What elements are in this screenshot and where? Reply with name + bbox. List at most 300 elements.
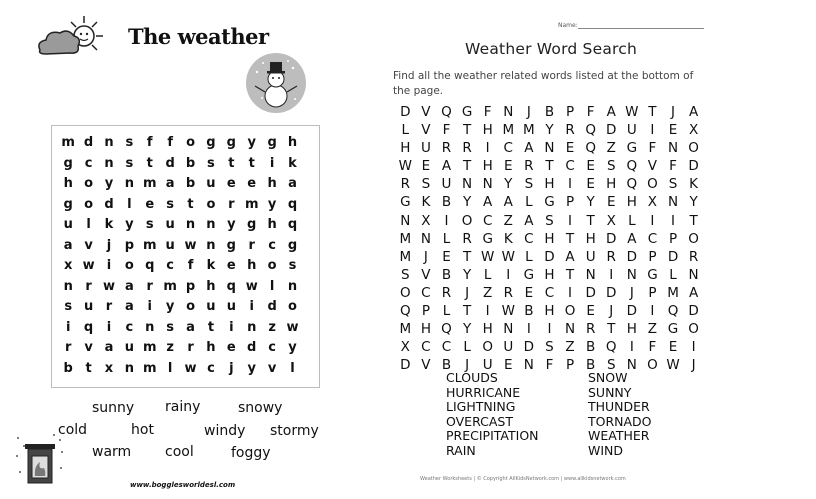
grid-letter: Q	[626, 158, 638, 175]
grid-letter: R	[441, 140, 452, 157]
grid-letter: U	[626, 122, 637, 139]
grid-letter: t	[187, 196, 194, 212]
left-worksheet	[0, 0, 360, 499]
grid-letter: s	[145, 217, 154, 232]
grid-letter: b	[63, 360, 73, 376]
grid-letter: M	[667, 284, 679, 301]
website-url: www.bogglesworldesl.com	[130, 481, 236, 489]
grid-letter: I	[444, 212, 449, 229]
grid-letter: X	[400, 339, 410, 356]
grid-letter: m	[142, 340, 157, 355]
grid-letter: P	[421, 303, 430, 320]
grid-letter: W	[480, 248, 495, 265]
grid-letter: R	[503, 284, 513, 301]
name-line	[578, 28, 704, 29]
grid-letter: r	[105, 299, 113, 314]
grid-letter: t	[207, 319, 215, 335]
grid-letter: t	[146, 155, 153, 171]
grid-letter: s	[288, 258, 297, 273]
grid-letter: W	[398, 158, 412, 175]
grid-letter: i	[106, 258, 112, 273]
grid-letter: N	[585, 266, 596, 283]
grid-letter: X	[647, 194, 658, 211]
grid-letter: n	[104, 135, 114, 150]
grid-letter: I	[485, 140, 490, 157]
grid-letter: i	[65, 319, 71, 335]
grid-letter: l	[290, 360, 295, 376]
grid-letter: D	[626, 303, 638, 320]
grid-letter: E	[504, 357, 513, 374]
grid-letter: u	[63, 217, 73, 232]
grid-letter: R	[462, 140, 472, 157]
grid-letter: Q	[667, 303, 679, 320]
grid-letter: N	[503, 321, 514, 338]
grid-letter: V	[421, 357, 431, 374]
grid-letter: k	[288, 155, 297, 171]
grid-letter: n	[124, 176, 134, 191]
grid-letter: N	[688, 266, 699, 283]
grid-letter: b	[185, 155, 196, 171]
grid-letter: e	[226, 258, 236, 273]
grid-letter: G	[626, 140, 638, 157]
grid-letter: I	[629, 339, 634, 356]
word-item: cool	[165, 444, 194, 460]
grid-letter: O	[647, 357, 658, 374]
grid-letter: s	[166, 196, 175, 212]
grid-letter: I	[691, 339, 696, 356]
grid-letter: C	[544, 284, 555, 301]
grid-letter: i	[269, 155, 275, 171]
grid-letter: R	[565, 122, 575, 139]
grid-letter: I	[650, 122, 655, 139]
grid-letter: O	[564, 303, 576, 320]
grid-letter: M	[399, 230, 412, 247]
grid-letter: d	[267, 299, 277, 314]
grid-letter: F	[545, 357, 554, 374]
word-item: snowy	[238, 400, 283, 416]
grid-letter: Z	[565, 339, 575, 356]
grid-letter: f	[187, 258, 194, 273]
grid-letter: P	[648, 284, 657, 301]
grid-letter: o	[288, 299, 297, 314]
grid-letter: X	[606, 212, 616, 229]
grid-letter: J	[691, 357, 696, 374]
grid-letter: g	[247, 217, 257, 232]
grid-letter: u	[83, 299, 94, 314]
name-label: Name:	[558, 22, 578, 29]
grid-letter: N	[503, 104, 514, 120]
grid-letter: S	[668, 176, 678, 193]
grid-letter: S	[545, 212, 554, 229]
grid-letter: K	[503, 230, 513, 247]
grid-letter: c	[268, 340, 276, 355]
grid-letter: E	[586, 176, 595, 193]
word-item: THUNDER	[588, 399, 650, 415]
grid-letter: E	[606, 194, 616, 211]
grid-letter: Q	[585, 140, 596, 157]
grid-letter: Q	[585, 122, 596, 139]
grid-letter: n	[206, 237, 216, 253]
grid-letter: A	[606, 104, 616, 120]
grid-letter: W	[666, 357, 680, 374]
grid-letter: h	[247, 258, 257, 273]
grid-letter: R	[400, 176, 410, 193]
grid-letter: K	[689, 176, 699, 193]
grid-letter: N	[400, 212, 411, 229]
word-item: RAIN	[446, 442, 476, 458]
grid-letter: U	[503, 339, 514, 356]
grid-letter: H	[606, 176, 617, 193]
word-list-column	[588, 371, 652, 459]
grid-letter: D	[606, 284, 617, 301]
grid-letter: I	[547, 321, 552, 338]
grid-letter: q	[226, 278, 236, 294]
grid-letter: B	[586, 357, 596, 374]
grid-letter: a	[165, 176, 175, 191]
grid-letter: E	[524, 284, 534, 301]
grid-letter: o	[84, 176, 94, 191]
grid-letter: H	[400, 140, 411, 157]
grid-letter: B	[524, 303, 534, 320]
grid-letter: s	[166, 319, 175, 335]
grid-letter: q	[287, 196, 298, 212]
grid-letter: y	[247, 360, 256, 376]
grid-letter: H	[482, 158, 493, 175]
grid-letter: L	[463, 339, 471, 356]
grid-letter: s	[125, 155, 134, 171]
grid-letter: H	[585, 230, 596, 247]
grid-letter: N	[564, 321, 576, 338]
grid-letter: t	[85, 360, 92, 376]
grid-letter: p	[185, 278, 196, 294]
grid-letter: t	[228, 155, 235, 171]
grid-letter: f	[146, 135, 153, 150]
grid-letter: B	[544, 104, 555, 120]
grid-letter: y	[104, 176, 114, 191]
snowman-icon	[243, 52, 309, 114]
grid-letter: D	[606, 230, 617, 247]
word-search-grid	[395, 103, 705, 374]
grid-letter: h	[206, 340, 216, 355]
grid-letter: y	[267, 196, 277, 212]
grid-letter: V	[421, 122, 431, 139]
word-item: WIND	[588, 442, 624, 458]
grid-letter: M	[399, 248, 412, 265]
grid-letter: m	[142, 237, 157, 253]
grid-letter: I	[650, 303, 655, 320]
grid-letter: T	[586, 212, 595, 229]
word-item: warm	[92, 444, 132, 460]
grid-letter: r	[248, 237, 255, 253]
grid-letter: Q	[605, 339, 617, 356]
grid-letter: M	[523, 122, 535, 139]
grid-letter: T	[648, 104, 657, 120]
grid-letter: i	[249, 299, 254, 314]
grid-letter: I	[671, 212, 675, 229]
word-item: TORNADO	[588, 413, 652, 429]
grid-letter: S	[606, 357, 616, 374]
grid-letter: a	[186, 319, 195, 335]
grid-letter: D	[667, 248, 679, 265]
grid-letter: y	[165, 299, 175, 314]
grid-letter: h	[287, 135, 298, 150]
grid-letter: C	[647, 230, 658, 247]
word-item: LIGHTNING	[446, 399, 516, 415]
grid-letter: H	[544, 176, 555, 193]
word-item: SNOW	[588, 370, 628, 385]
grid-letter: m	[142, 360, 157, 376]
grid-letter: i	[106, 319, 112, 335]
word-item: sunny	[92, 400, 135, 416]
grid-letter: a	[63, 237, 73, 253]
grid-letter: e	[226, 176, 236, 191]
grid-letter: n	[124, 360, 134, 376]
grid-letter: U	[482, 357, 493, 374]
grid-letter: l	[269, 278, 275, 294]
word-list-column	[446, 371, 539, 459]
grid-letter: L	[525, 194, 533, 211]
grid-letter: N	[626, 266, 637, 283]
grid-letter: m	[163, 278, 177, 294]
fireplace-icon	[14, 432, 66, 492]
grid-letter: H	[544, 230, 555, 247]
grid-letter: n	[206, 217, 216, 232]
grid-letter: N	[667, 140, 679, 157]
grid-letter: R	[441, 284, 452, 301]
grid-letter: F	[442, 122, 451, 139]
grid-letter: A	[524, 212, 534, 229]
word-item: stormy	[270, 423, 319, 439]
word-item: foggy	[231, 445, 271, 461]
word-item: HURRICANE	[446, 384, 521, 400]
grid-letter: a	[104, 340, 114, 355]
grid-letter: R	[462, 230, 472, 247]
grid-letter: F	[648, 339, 657, 356]
grid-letter: c	[268, 237, 276, 253]
grid-letter: x	[64, 258, 73, 273]
grid-letter: d	[83, 135, 94, 150]
grid-letter: P	[565, 104, 575, 120]
grid-letter: Y	[504, 176, 513, 193]
grid-letter: E	[668, 122, 678, 139]
grid-letter: L	[401, 122, 410, 139]
grid-letter: A	[503, 194, 513, 211]
grid-letter: D	[626, 248, 638, 265]
grid-letter: d	[165, 155, 175, 171]
grid-letter: I	[568, 284, 573, 301]
grid-letter: y	[288, 340, 297, 355]
grid-letter: Z	[483, 284, 493, 301]
grid-letter: D	[400, 357, 411, 374]
grid-letter: O	[399, 284, 411, 301]
grid-letter: S	[401, 266, 410, 283]
grid-letter: z	[268, 319, 276, 335]
grid-letter: E	[421, 158, 431, 175]
word-item: WEATHER	[588, 428, 650, 444]
grid-letter: Q	[441, 104, 452, 120]
grid-letter: Y	[545, 122, 554, 139]
grid-letter: Q	[399, 303, 411, 320]
grid-letter: F	[648, 140, 657, 157]
grid-letter: E	[504, 158, 513, 175]
word-item: OVERCAST	[446, 413, 513, 429]
grid-letter: T	[462, 303, 472, 320]
grid-letter: E	[668, 339, 678, 356]
grid-letter: T	[462, 248, 472, 265]
grid-letter: m	[61, 135, 75, 150]
grid-letter: Q	[441, 321, 452, 338]
grid-letter: P	[648, 248, 657, 265]
grid-letter: R	[585, 321, 596, 338]
grid-letter: A	[441, 158, 452, 175]
grid-letter: H	[482, 321, 493, 338]
grid-letter: R	[524, 158, 534, 175]
grid-letter: Y	[462, 321, 472, 338]
grid-letter: g	[206, 135, 216, 150]
grid-letter: q	[145, 258, 155, 273]
grid-letter: N	[544, 140, 555, 157]
grid-letter: t	[248, 155, 255, 171]
grid-letter: J	[465, 284, 470, 301]
grid-letter: g	[226, 237, 236, 253]
grid-letter: C	[482, 212, 493, 229]
grid-letter: n	[287, 278, 298, 294]
grid-letter: G	[667, 321, 679, 338]
grid-letter: Y	[689, 194, 698, 211]
grid-letter: C	[421, 339, 431, 356]
grid-letter: G	[544, 194, 555, 211]
grid-letter: L	[442, 303, 451, 320]
grid-letter: C	[503, 140, 513, 157]
worksheet-title: Weather Word Search	[465, 40, 638, 58]
grid-letter: I	[609, 266, 614, 283]
grid-letter: D	[585, 284, 596, 301]
grid-letter: I	[506, 266, 511, 283]
grid-letter: U	[420, 140, 431, 157]
grid-letter: L	[483, 266, 492, 283]
cloud-sun-icon	[34, 14, 106, 60]
grid-letter: O	[461, 212, 473, 229]
grid-letter: v	[267, 360, 277, 376]
grid-letter: O	[647, 176, 658, 193]
grid-letter: S	[606, 158, 616, 175]
grid-letter: B	[441, 357, 452, 374]
grid-letter: w	[245, 278, 258, 294]
grid-letter: G	[461, 104, 473, 120]
grid-letter: h	[267, 176, 277, 191]
grid-letter: G	[523, 266, 535, 283]
grid-letter: J	[526, 104, 531, 120]
grid-letter: U	[585, 248, 596, 265]
grid-letter: T	[565, 266, 575, 283]
grid-letter: l	[167, 360, 173, 376]
grid-letter: D	[606, 122, 617, 139]
grid-letter: n	[247, 319, 257, 335]
grid-letter: k	[104, 217, 114, 232]
grid-letter: y	[125, 217, 134, 232]
grid-letter: G	[647, 266, 658, 283]
grid-letter: J	[423, 248, 428, 265]
grid-letter: w	[286, 319, 299, 335]
grid-letter: T	[565, 230, 575, 247]
grid-letter: n	[145, 319, 155, 335]
grid-letter: S	[421, 176, 431, 193]
grid-letter: o	[206, 196, 216, 212]
grid-letter: p	[124, 237, 135, 253]
grid-letter: D	[544, 248, 555, 265]
grid-letter: o	[267, 258, 277, 273]
grid-letter: W	[501, 303, 515, 320]
grid-letter: L	[628, 212, 636, 229]
grid-letter: N	[523, 357, 534, 374]
grid-letter: g	[63, 196, 73, 212]
grid-letter: y	[227, 217, 236, 232]
grid-letter: b	[185, 176, 196, 191]
grid-letter: H	[544, 266, 555, 283]
grid-letter: H	[544, 303, 555, 320]
grid-letter: D	[523, 339, 535, 356]
grid-letter: Y	[462, 194, 472, 211]
grid-letter: u	[226, 299, 236, 314]
grid-letter: E	[565, 140, 575, 157]
grid-letter: L	[669, 266, 677, 283]
grid-letter: Y	[462, 266, 472, 283]
grid-letter: m	[244, 196, 259, 212]
grid-letter: n	[104, 155, 114, 171]
grid-letter: P	[668, 230, 678, 247]
grid-letter: F	[586, 104, 595, 120]
grid-letter: W	[501, 248, 515, 265]
grid-letter: n	[63, 278, 73, 294]
grid-letter: c	[125, 319, 134, 335]
grid-letter: i	[229, 319, 234, 335]
grid-letter: w	[184, 237, 197, 253]
grid-letter: V	[647, 158, 658, 175]
grid-letter: S	[545, 339, 554, 356]
grid-letter: c	[84, 155, 93, 171]
grid-letter: N	[420, 230, 431, 247]
grid-letter: a	[124, 299, 134, 314]
grid-letter: N	[667, 194, 679, 211]
grid-letter: v	[84, 340, 93, 355]
grid-letter: u	[165, 237, 175, 253]
grid-letter: L	[442, 230, 451, 247]
grid-letter: D	[688, 158, 699, 175]
grid-letter: D	[688, 303, 699, 320]
grid-letter: B	[441, 194, 452, 211]
grid-letter: g	[63, 155, 73, 171]
grid-letter: a	[288, 176, 297, 191]
grid-letter: S	[524, 176, 534, 193]
grid-letter: g	[267, 135, 277, 150]
grid-letter: C	[421, 284, 431, 301]
grid-letter: K	[421, 194, 431, 211]
grid-letter: f	[167, 135, 173, 150]
grid-letter: u	[206, 299, 216, 314]
grid-letter: w	[184, 360, 197, 376]
grid-letter: R	[688, 248, 699, 265]
grid-letter: g	[226, 135, 236, 150]
grid-letter: O	[482, 339, 493, 356]
grid-letter: z	[166, 340, 174, 355]
grid-letter: I	[650, 212, 655, 229]
grid-letter: O	[688, 321, 699, 338]
word-item: CLOUDS	[446, 370, 498, 385]
word-item: SUNNY	[588, 384, 632, 400]
grid-letter: X	[688, 122, 699, 139]
grid-letter: I	[568, 176, 573, 193]
grid-letter: d	[104, 196, 114, 212]
